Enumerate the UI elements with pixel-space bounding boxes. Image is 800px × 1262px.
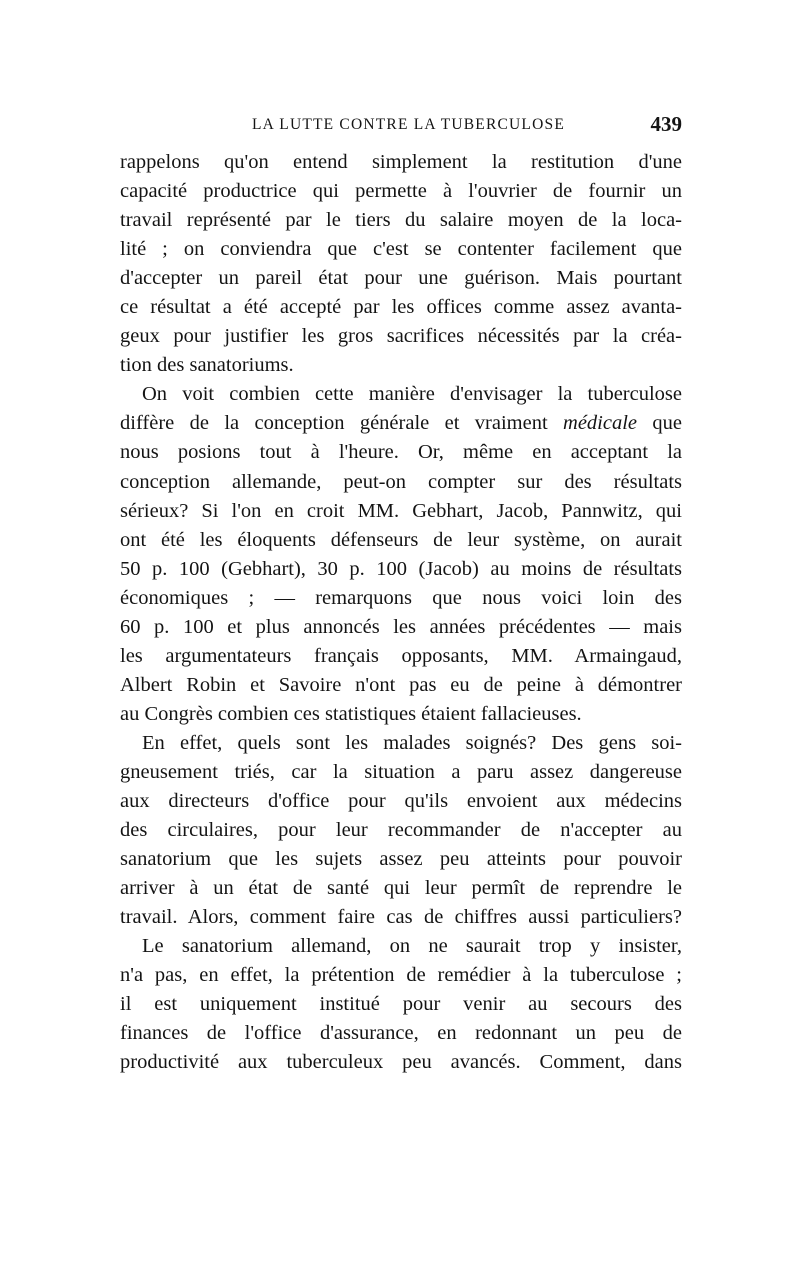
text-line: productivité aux tuberculeux peu avancés. Comment, dans (120, 1051, 682, 1074)
text-line: des circulaires, pour leur recommander de n'accepter au (120, 819, 682, 842)
text-line: sérieux? Si l'on en croit MM. Gebhart, Jacob, Pannwitz, qui (120, 499, 682, 522)
text-fragment: que (652, 412, 682, 435)
italic-word: médicale (563, 412, 638, 435)
text-line: Le sanatorium allemand, on ne saurait trop y insister, (142, 935, 682, 958)
running-title: LA LUTTE CONTRE LA TUBERCULOSE (252, 116, 565, 133)
text-line: capacité productrice qui permette à l'ouvrier de fournir un (120, 180, 682, 203)
text-line: il est uniquement institué pour venir au secours des (120, 993, 682, 1016)
text-line: travail représenté par le tiers du salaire moyen de la loca- (120, 209, 682, 232)
text-line: tion des sanatoriums. (120, 354, 294, 377)
text-line: gneusement triés, car la situation a paru assez dangereuse (120, 760, 682, 783)
text-line: 60 p. 100 et plus annoncés les années précédentes — mais (120, 615, 682, 638)
text-line: finances de l'office d'assurance, en redonnant un peu de (120, 1022, 682, 1045)
text-line: On voit combien cette manière d'envisager la tuberculose (142, 383, 682, 406)
text-line: nous posions tout à l'heure. Or, même en acceptant la (120, 441, 682, 464)
text-line: En effet, quels sont les malades soignés? Des gens soi- (142, 731, 682, 754)
text-line: les argumentateurs français opposants, MM. Armaingaud, (120, 644, 682, 667)
page-number: 439 (650, 112, 682, 136)
text-line: 50 p. 100 (Gebhart), 30 p. 100 (Jacob) au moins de résultats (120, 557, 682, 580)
text-line: d'accepter un pareil état pour une guérison. Mais pourtant (120, 267, 682, 290)
text-line: aux directeurs d'office pour qu'ils envoient aux médecins (120, 790, 682, 813)
text-line (120, 409, 682, 438)
text-line: travail. Alors, comment faire cas de chiffres aussi particuliers? (120, 906, 682, 929)
text-line: conception allemande, peut-on compter sur des résultats (120, 470, 682, 493)
text-line: geux pour justifier les gros sacrifices nécessités par la créa- (120, 325, 682, 348)
text-line: sanatorium que les sujets assez peu atteints pour pouvoir (120, 848, 682, 871)
text-line: économiques ; — remarquons que nous voici loin des (120, 586, 682, 609)
text-line: Albert Robin et Savoire n'ont pas eu de peine à démontrer (120, 673, 682, 696)
text-line: lité ; on conviendra que c'est se contenter facilement que (120, 238, 682, 261)
text-line: ce résultat a été accepté par les offices comme assez avanta- (120, 296, 682, 319)
text-line: au Congrès combien ces statistiques étaient fallacieuses. (120, 702, 582, 725)
text-line: rappelons qu'on entend simplement la restitution d'une (120, 151, 682, 173)
text-fragment: diffère de la conception générale et vraiment (120, 412, 548, 435)
text-line: ont été les éloquents défenseurs de leur système, on aurait (120, 528, 682, 551)
body-text (120, 148, 682, 1078)
text-line: n'a pas, en effet, la prétention de remédier à la tuberculose ; (120, 964, 682, 987)
page-header (120, 112, 682, 142)
text-line: arriver à un état de santé qui leur permît de reprendre le (120, 877, 682, 900)
